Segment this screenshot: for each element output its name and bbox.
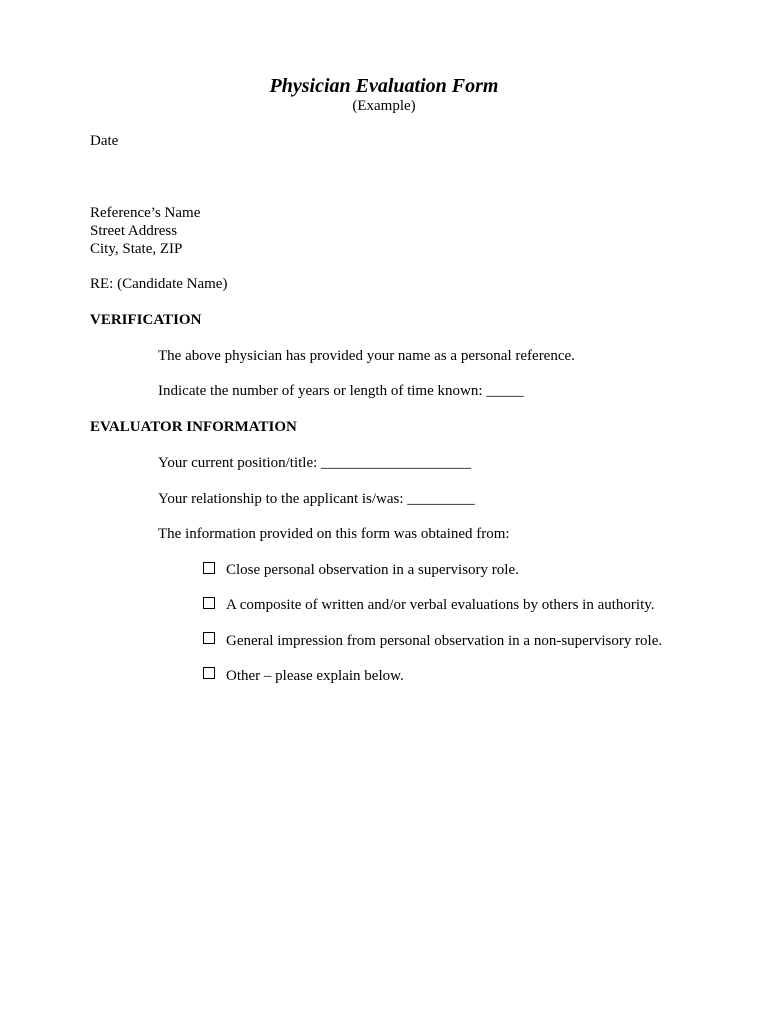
relationship-field[interactable]: Your relationship to the applicant is/was: _________ — [158, 491, 475, 507]
option-checkbox[interactable] — [203, 597, 215, 609]
option-label: Close personal observation in a supervisory role. — [226, 562, 519, 578]
obtained-from-label: The information provided on this form was obtained from: — [158, 526, 510, 542]
option-checkbox[interactable] — [203, 562, 215, 574]
verification-heading: VERIFICATION — [90, 312, 202, 328]
option-checkbox[interactable] — [203, 632, 215, 644]
page-title: Physician Evaluation Form — [269, 75, 499, 97]
position-title-field[interactable]: Your current position/title: ____________________ — [158, 455, 472, 471]
option-label: General impression from personal observation in a non-supervisory role. — [226, 633, 663, 649]
verification-statement: The above physician has provided your name as a personal reference. — [158, 348, 575, 364]
page-subtitle: (Example) — [352, 98, 416, 114]
years-known-field[interactable]: Indicate the number of years or length of time known: _____ — [158, 383, 524, 399]
option-label: Other – please explain below. — [226, 668, 404, 684]
street-address: Street Address — [90, 223, 178, 239]
option-checkbox[interactable] — [203, 667, 215, 679]
reference-name: Reference’s Name — [90, 205, 201, 221]
option-label: A composite of written and/or verbal evaluations by others in authority. — [226, 597, 655, 613]
city-state-zip: City, State, ZIP — [90, 241, 183, 257]
re-line: RE: (Candidate Name) — [90, 276, 228, 292]
date-label: Date — [90, 133, 119, 149]
evaluator-heading: EVALUATOR INFORMATION — [90, 419, 297, 435]
